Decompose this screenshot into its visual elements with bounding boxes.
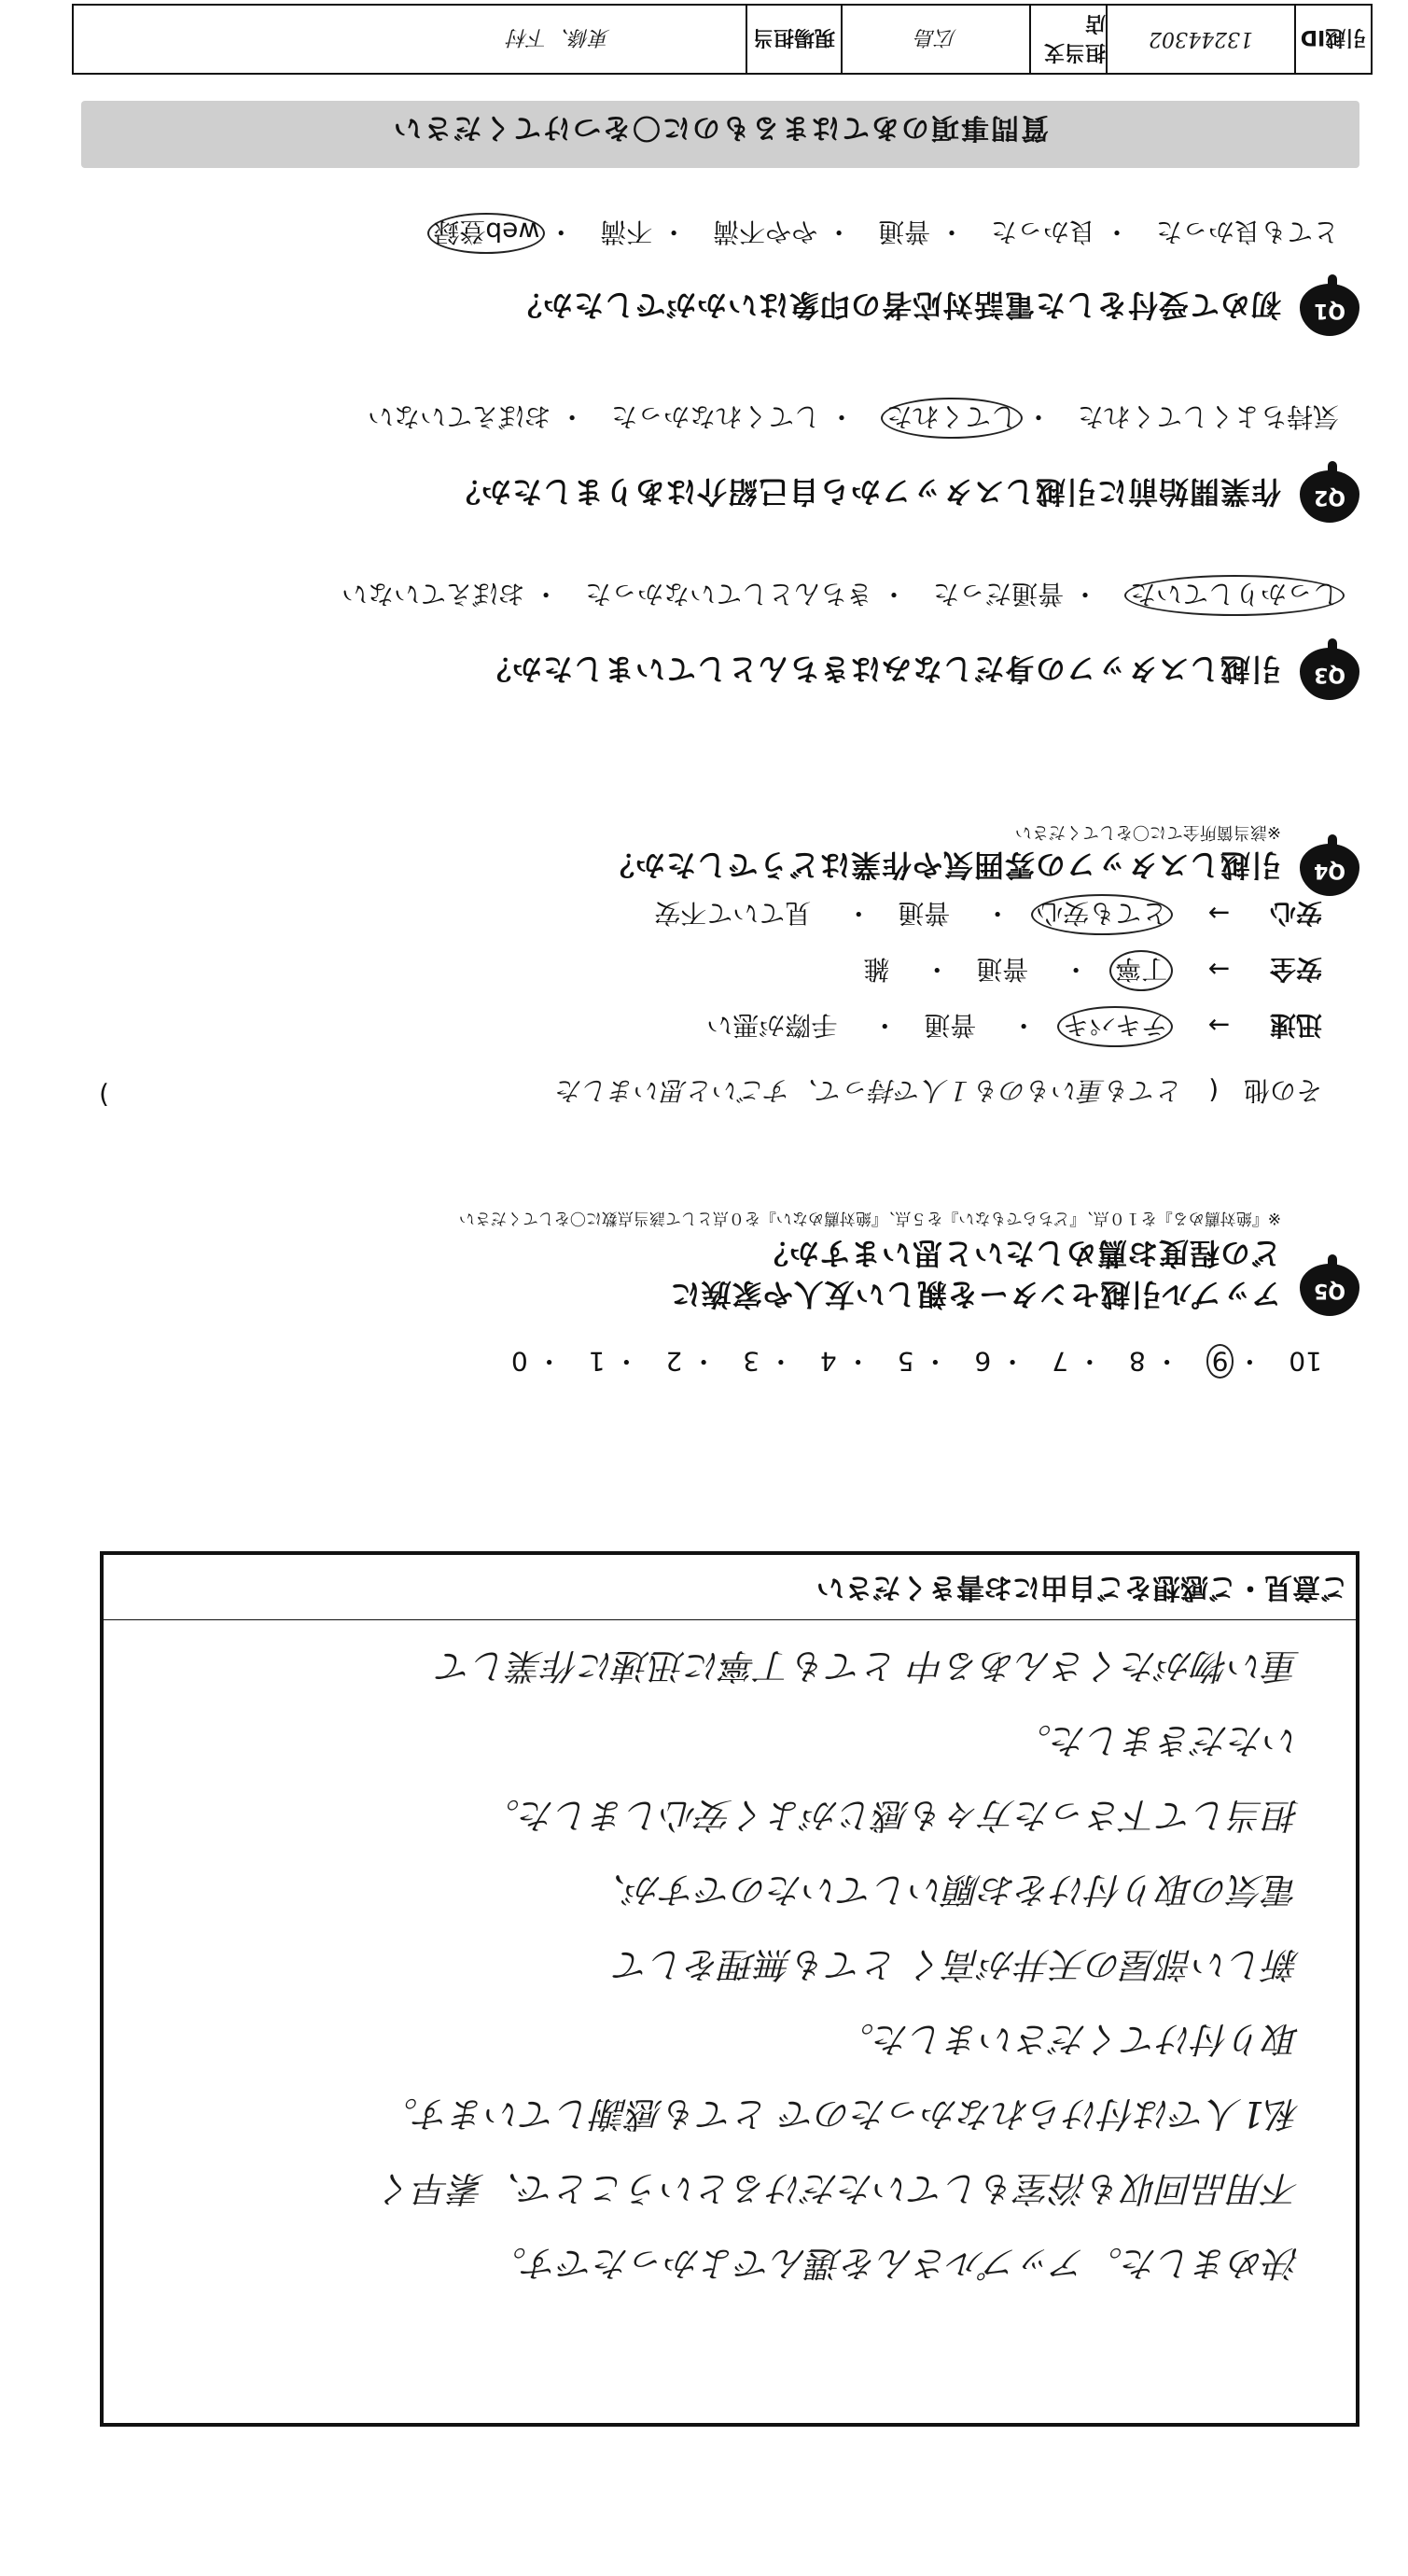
q5-text: アップル引越センターを親しい友人や家族に [669, 1277, 1281, 1312]
id-value: 13244302 [1106, 6, 1294, 73]
banner-text: 質問事項のあてはまるものに〇をつけてください [392, 111, 1049, 144]
q5-scale-option[interactable]: 10 [1289, 1346, 1322, 1377]
q4-option[interactable]: 普通 [898, 898, 951, 929]
q4-option[interactable]: 普通 [924, 1010, 977, 1041]
q4-other-text[interactable]: とても重いものも１人で持って、すごいと思いました [556, 1075, 1184, 1106]
q2-option-selected[interactable]: してくれた [881, 398, 1023, 439]
q3-options: しっかりしていた・ 普通だった・ きちんとしていなかった・ おぼえていない [342, 577, 1339, 614]
q1-option[interactable]: 良かった [991, 217, 1096, 247]
comment-line: 担当して下さった方々も感じがよく安心しました。 [483, 1795, 1300, 1836]
q2-option[interactable]: おぼえていない [368, 401, 551, 432]
q3-text: 引越しスタッフの身だしなみはきちんとしていましたか？ [480, 651, 1281, 687]
q4-option-selected[interactable]: とても安心 [1031, 894, 1173, 935]
q5-scale-option-selected[interactable]: 9 [1206, 1344, 1234, 1379]
q5-scale-option[interactable]: 2 [665, 1346, 683, 1377]
q5-scale-option[interactable]: 4 [819, 1346, 837, 1377]
q4-row-label: 安全 [1269, 954, 1322, 985]
q1-option[interactable]: 不満 [600, 217, 653, 247]
q3-badge-icon: Q3 [1300, 648, 1359, 700]
comment-line: 私1人では付けられなかったので とても感謝しています。 [382, 2093, 1300, 2135]
q4-row-label: 安心 [1269, 898, 1322, 929]
comment-line: いただきました。 [1015, 1720, 1300, 1761]
q4-option[interactable]: 見ていて不安 [654, 898, 812, 929]
q2-option[interactable]: 気持ちよくしてくれた [1077, 401, 1339, 432]
q2-text: 作業開始前に引越しスタッフから自己紹介はありましたか？ [449, 474, 1281, 510]
q5-scale-option[interactable]: 5 [897, 1346, 914, 1377]
q5-badge-icon: Q5 [1300, 1264, 1359, 1316]
q4-text: 引越しスタッフの雰囲気や作業はどうでしたか？ [603, 847, 1281, 883]
q4-option[interactable]: 手際が悪い [706, 1010, 838, 1041]
q2-badge-icon: Q2 [1300, 470, 1359, 523]
staff-value: 東條、下村 [508, 25, 611, 49]
arrow-icon: → [1207, 1010, 1231, 1041]
q3-option[interactable]: おぼえていない [342, 579, 525, 609]
arrow-icon: → [1207, 954, 1231, 985]
comment-line: 重い物がたくさんある中 とても丁寧に迅速に作業して [437, 1645, 1300, 1687]
staff-label: 現場担当 [746, 6, 841, 73]
branch-label: 担当支店 [1029, 6, 1106, 73]
q2-options: 気持ちよくしてくれた・ してくれた・ してくれなかった・ おぼえていない [368, 399, 1339, 437]
q4-note: ※該当箇所全てに〇をしてください [1014, 822, 1281, 842]
comment-line: 取り付けてくださいました。 [838, 2019, 1300, 2060]
q5-text-2: どの程度お薦めしたいと思いますか？ [757, 1236, 1281, 1271]
q4-other-row: その他 ( とても重いものも１人で持って、すごいと思いました ) [99, 1075, 1322, 1111]
comments-divider [104, 1619, 1356, 1620]
q1-options: とても良かった・ 良かった・ 普通・ やや不満・ 不満・ web登録 [427, 215, 1339, 252]
q1-option[interactable]: やや不満 [713, 217, 818, 247]
q4-row-jinsoku: 迅速 → テキパキ・ 普通・ 手際が悪い [706, 1008, 1322, 1045]
comment-line: 新しい部屋の天井が高く とても無理をして [614, 1944, 1300, 1985]
q1-badge-icon: Q1 [1300, 284, 1359, 336]
q2-option[interactable]: してくれなかった [611, 401, 821, 432]
q4-row-anzen: 安全 → 丁寧・ 普通・ 雑 [863, 952, 1322, 989]
q4-badge-icon: Q4 [1300, 844, 1359, 896]
id-label: 引越ID [1294, 6, 1371, 73]
q4-option[interactable]: 雑 [863, 954, 890, 985]
comments-box [100, 1551, 1359, 2427]
q4-option-selected[interactable]: テキパキ [1057, 1006, 1173, 1047]
q4-other-close: ) [99, 1080, 109, 1111]
q5-scale-option[interactable]: 0 [510, 1346, 528, 1377]
q4-row-anshin: 安心 → とても安心・ 普通・ 見ていて不安 [654, 896, 1322, 933]
q1-option-selected[interactable]: web登録 [427, 213, 545, 254]
q5-scale: 10・ 9・ 8・ 7・ 6・ 5・ 4・ 3・ 2・ 1・ 0 [510, 1346, 1322, 1377]
q1-option[interactable]: とても良かった [1155, 217, 1339, 247]
comment-line: 決めました。アップルさんを選んでよかったです。 [491, 2243, 1300, 2284]
header-table [72, 4, 1373, 75]
comment-line: 電気の取り付けをお願いしていたのですが、 [590, 1869, 1300, 1911]
q4-row-label: 迅速 [1269, 1010, 1322, 1041]
instructions-banner [81, 101, 1359, 168]
q5-scale-option[interactable]: 3 [743, 1346, 760, 1377]
arrow-icon: → [1207, 898, 1231, 929]
q3-option[interactable]: きちんとしていなかった [585, 579, 873, 609]
q5-scale-option[interactable]: 7 [1052, 1346, 1068, 1377]
comment-line: 不用品回収も浴室もしていただけるということで、素早く [378, 2168, 1300, 2209]
q5-scale-option[interactable]: 1 [588, 1346, 606, 1377]
comments-title: ご意見・ご感想をご自由にお書きください [816, 1571, 1348, 1603]
q3-option[interactable]: 普通だった [933, 579, 1065, 609]
q5-scale-option[interactable]: 6 [974, 1346, 992, 1377]
branch-value: 広島 [841, 6, 1029, 73]
q3-option-selected[interactable]: しっかりしていた [1124, 575, 1345, 616]
q1-text: 初めて受付をした電話対応者の印象はいかがでしたか？ [510, 287, 1281, 323]
q5-scale-option[interactable]: 8 [1128, 1346, 1146, 1377]
q4-option-selected[interactable]: 丁寧 [1109, 950, 1173, 991]
q4-option[interactable]: 普通 [976, 954, 1029, 985]
q4-other-label: その他 [1243, 1075, 1322, 1106]
q1-option[interactable]: 普通 [878, 217, 931, 247]
q5-note: ※『絶対薦める』を１０点、『どちらでもない』を５点、『絶対薦めない』を０点として該当点数に〇をしてください [458, 1209, 1281, 1227]
